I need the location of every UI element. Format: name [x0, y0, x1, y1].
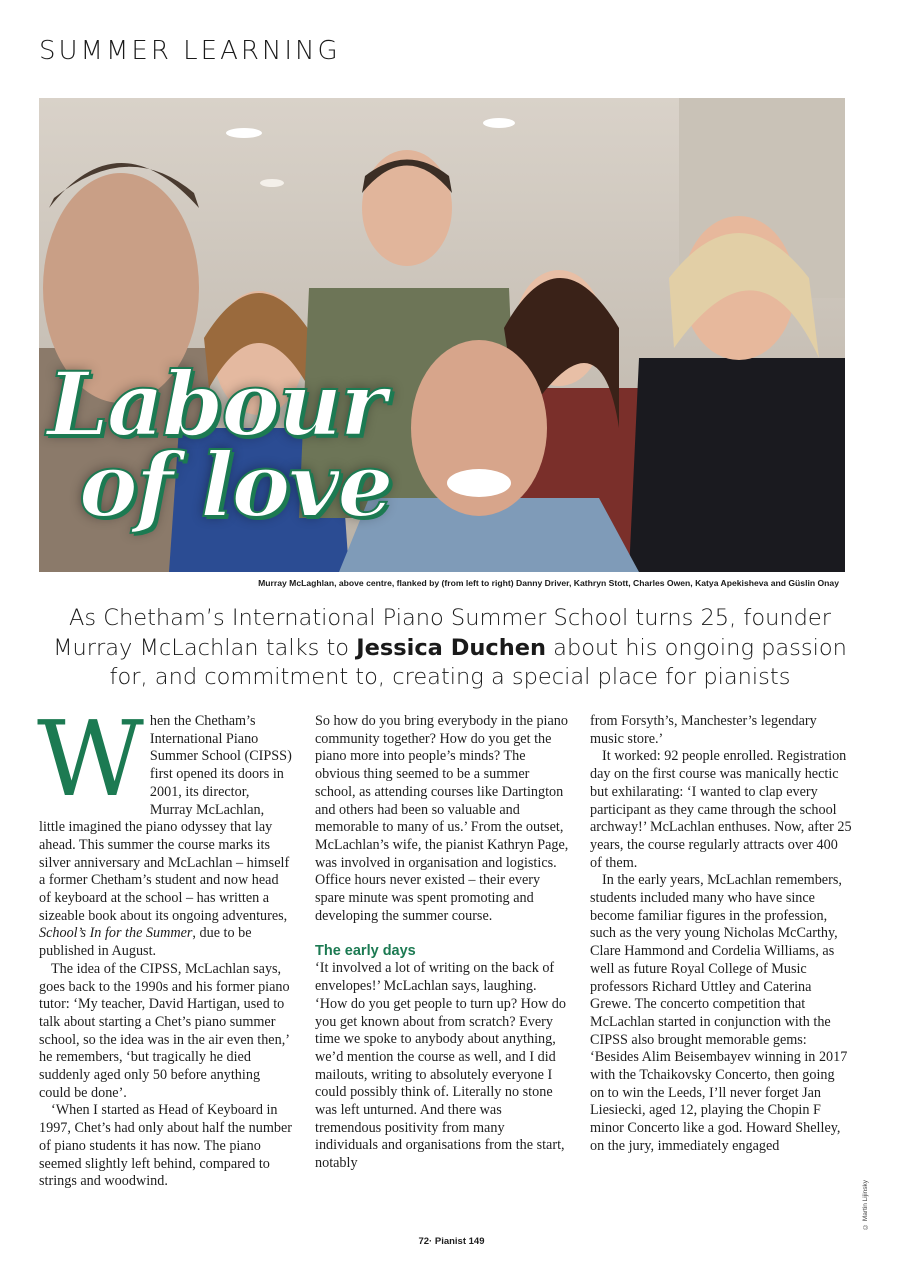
article-column-1 [37, 698, 292, 1191]
article-column-2 [315, 713, 569, 1173]
standfirst [39, 604, 861, 693]
drop-cap: W [37, 698, 144, 820]
article-paragraph: In the early years, McLachlan remembers, students included many who have since become familiar figures in the profession, such as the very young Nicholas McCarthy, Clare Hammond and Cordelia Williams, as well as future Royal College of Music professors Richard Uttley and Caterina Grewe. The concerto competition that McLachlan started in conjunction with the CIPSS also brought memorable gems: ‘Besides Alim Beisembayev winning in 2017 with the Tchaikovsky Concerto, then going on to win the Leeds, I’ll never forget Jan Liesiecki, aged 12, playing the Chopin F minor Concerto like a god. Howard Shelley, on the jury, immediately engaged [590, 872, 848, 1154]
article-paragraph: It worked: 92 people enrolled. Registration day on the first course was manically hectic but exhilarating: ‘I wanted to clap every participant as they came through the school archway!’ McLachlan enthuses. Now, after 25 years, the course regularly attracts over 400 of them. [590, 748, 852, 871]
article-title [47, 352, 392, 537]
title-line-1: Labour [47, 352, 385, 456]
photo-credit: © Martin Lijinsky [862, 1180, 869, 1230]
title-line-2: of love [79, 432, 392, 537]
book-title: School’s In for the Summer [39, 925, 193, 942]
article-paragraph: So how do you bring everybody in the piano community together? How do you get the piano more into people’s minds? The obvious thing seemed to be a summer school, as attending courses like Dartington and others had been so valuable and memorable to many of us.’ From the outset, McLachlan’s wife, the pianist Kathryn Page, was involved in organisation and logistics. Office hours never existed – their every spare minute was spent promoting and developing the summer course. [315, 713, 569, 924]
article-paragraph: ‘When I started as Head of Keyboard in 1997, Chet’s had only about half the number of piano students it has now. The piano seemed slightly left behind, compared to strings and woodwind. [39, 1102, 292, 1190]
section-header: SUMMER LEARNING [39, 36, 341, 66]
article-paragraph: The idea of the CIPSS, McLachlan says, goes back to the 1990s and his former piano tutor: ‘My teacher, David Hartigan, used to talk about starting a Chet’s piano summer school, so the idea was in the air even then,’ he remembers, ‘but tragically he died suddenly aged only 50 before anything could be done’. [39, 960, 290, 1101]
article-paragraph [37, 698, 292, 961]
page-folio: 72· Pianist 149 [418, 1236, 485, 1247]
standfirst-part2: about his ongoing passion for, and commitment to, creating a special place for pianists [109, 634, 847, 691]
article-paragraph: ‘It involved a lot of writing on the back of envelopes!’ McLachlan says, laughing. ‘How do you get people to turn up? How do you get known about from scratch? Every time we spoke to anybody about anything, we’d mention the course as well, and I did mailouts, writing to absolutely everyone I could possibly think of. Literally no stone was left unturned. And there was tremendous positivity from many individuals and organisations from the start, notably [315, 960, 566, 1172]
hero-photo [39, 98, 845, 572]
standfirst-author: Jessica Duchen [356, 634, 547, 661]
subheading: The early days [315, 943, 416, 960]
standfirst-part1: As Chetham’s International Piano Summer School turns 25, founder Murray McLachlan talks to [53, 605, 831, 661]
article-column-3 [590, 713, 852, 1156]
article-paragraph: from Forsyth’s, Manchester’s legendary music store.’ [590, 713, 817, 747]
paragraph-text: hen the Chetham’s International Piano Summer School (CIPSS) first opened its doors in 2001, its director, Murray McLachlan, little imagined the piano odyssey that lay ahead. This summer the course marks its silver anniversary and McLachlan – himself a former Chetham’s student and now head of keyboard at the school – has written a sizeable book about its ongoing adventures, [39, 713, 292, 924]
photo-caption: Murray McLaghlan, above centre, flanked by (from left to right) Danny Driver, Kathryn Stott, Charles Owen, Katya Apekisheva and Güslin Onay [258, 578, 839, 588]
paragraph-text: , due to be published in August. [39, 925, 252, 960]
